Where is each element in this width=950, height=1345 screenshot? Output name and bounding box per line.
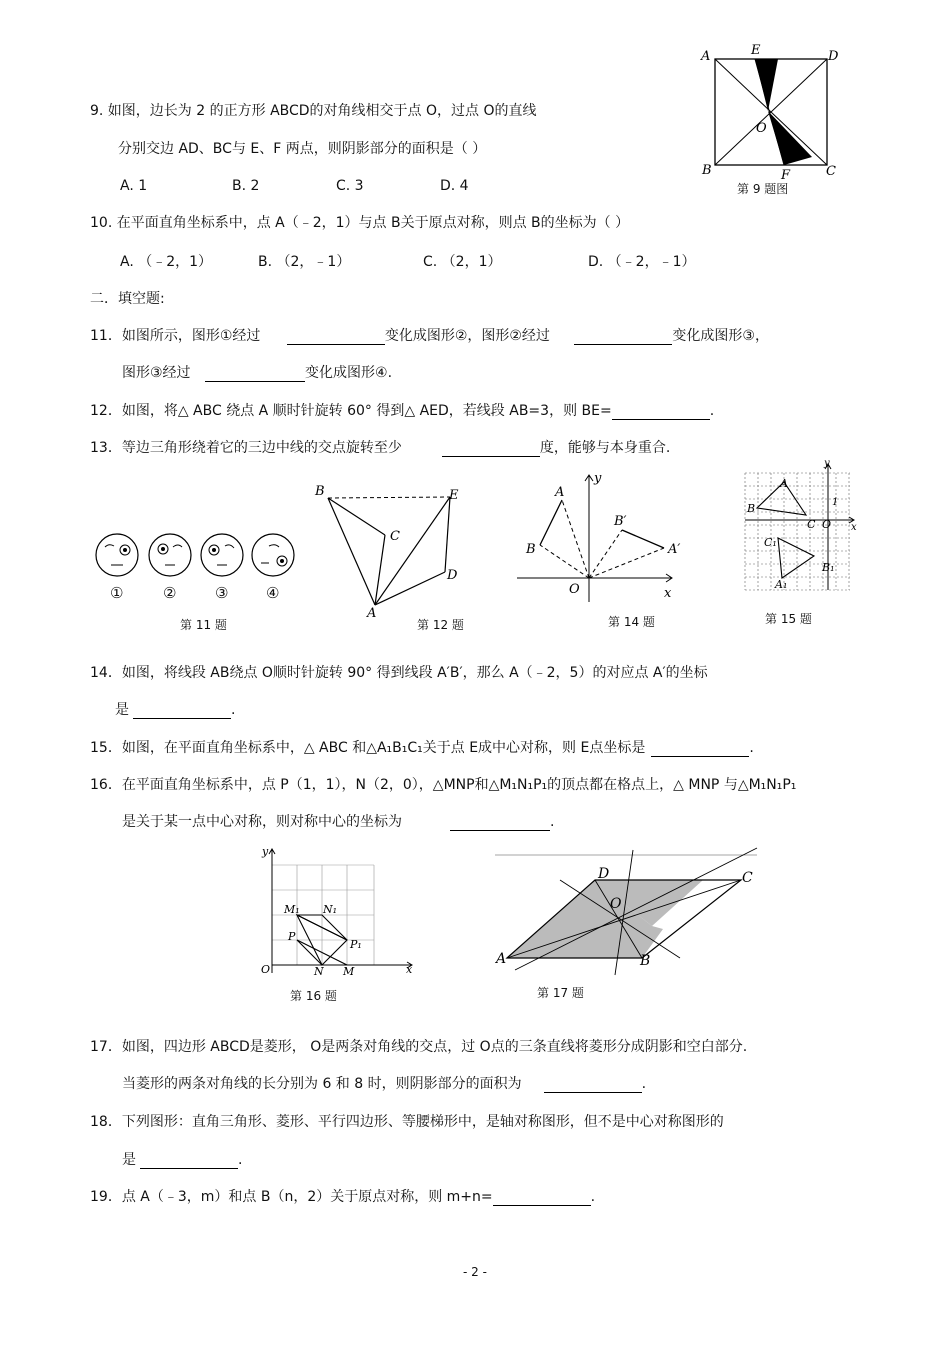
q11-blank1[interactable]	[287, 330, 385, 345]
fig16-label-o: O	[261, 963, 271, 976]
fig16-grid-diagram	[257, 845, 417, 980]
fig15-grid-diagram	[742, 460, 862, 595]
fig16-label-n1: N₁	[323, 903, 338, 916]
q12-blank[interactable]	[612, 405, 710, 420]
q11-blank2[interactable]	[574, 330, 672, 345]
q15-line	[90, 739, 754, 757]
q19-blank[interactable]	[493, 1191, 591, 1206]
q17-line1: 17．如图，四边形 ABCD是菱形， O是两条对角线的交点，过 O点的三条直线将菱形分成阴影和空白部分.	[90, 1039, 748, 1055]
fig15-label-c1: C₁	[764, 536, 777, 549]
q13-blank[interactable]	[442, 442, 540, 457]
fig11-face-1	[96, 534, 138, 576]
fig15-label-c: C	[807, 518, 816, 531]
q12-text: 12．如图，将△ ABC 绕点 A 顺时针旋转 60° 得到△ AED，若线段 AB=3，则 BE=	[90, 403, 612, 419]
fig16-label-m1: M₁	[284, 903, 300, 916]
fig11-face-3	[201, 534, 243, 576]
fig12-label-b: B	[315, 484, 325, 499]
q19-end: .	[590, 1189, 596, 1205]
fig14-label-bprime: B′	[614, 514, 627, 529]
q19-line	[90, 1188, 595, 1206]
fig15-label-one: 1	[832, 497, 839, 508]
fig16-caption: 第 16 题	[290, 989, 337, 1003]
fig15-label-y: y	[824, 458, 830, 469]
fig9-label-f: F	[781, 168, 791, 183]
q14-end: .	[231, 702, 236, 718]
q11-blank3[interactable]	[205, 367, 305, 382]
fig9-label-d: D	[828, 49, 839, 64]
fig15-label-a1: A₁	[775, 578, 788, 591]
fig9-label-a: A	[701, 49, 711, 64]
fig14-label-b: B	[526, 542, 536, 557]
fig11-caption: 第 11 题	[180, 618, 227, 632]
fig9-label-b: B	[702, 163, 712, 178]
q19-text: 19．点 A（﹣3，m）和点 B（n，2）关于原点对称，则 m+n=	[90, 1189, 493, 1205]
fig14-label-y: y	[594, 471, 602, 486]
fig14-label-x: x	[664, 586, 672, 601]
fig17-label-a: A	[496, 951, 507, 967]
fig11-face-2	[149, 534, 191, 576]
fig16-label-p1: P₁	[350, 938, 362, 951]
fig15-label-b1: B₁	[822, 561, 835, 574]
q14-line2	[115, 701, 235, 719]
q11-part3: 变化成图形③，	[672, 328, 769, 344]
fig12-label-e: E	[449, 488, 459, 503]
q9-option-a: A. 1	[120, 178, 148, 194]
fig17-label-o: O	[610, 896, 622, 912]
fig12-label-c: C	[390, 529, 400, 544]
fig11-num-3: ③	[215, 584, 229, 602]
q11-line2	[122, 364, 392, 382]
fig15-label-a: A	[780, 477, 788, 490]
fig15-label-b: B	[747, 502, 756, 515]
q18-end: .	[238, 1152, 243, 1168]
fig12-label-d: D	[447, 568, 458, 583]
fig9-caption: 第 9 题图	[737, 182, 789, 196]
q9-line1: 9. 如图，边长为 2 的正方形 ABCD的对角线相交于点 O，过点 O的直线	[90, 103, 537, 119]
q9-option-b: B. 2	[232, 178, 260, 194]
q14-line1: 14．如图，将线段 AB绕点 O顺时针旋转 90° 得到线段 A′B′，那么 A（﹣2，5）的对应点 A′的坐标	[90, 665, 708, 681]
q11-part4: 图形③经过	[122, 365, 191, 381]
fig12-caption: 第 12 题	[417, 618, 464, 632]
q11-part5: 变化成图形④.	[305, 365, 393, 381]
q10-option-c: C. （2，1）	[423, 254, 502, 270]
fig12-label-a: A	[367, 606, 377, 621]
fig17-label-c: C	[742, 870, 753, 886]
q18-line1: 18．下列图形：直角三角形、菱形、平行四边形、等腰梯形中，是轴对称图形，但不是中心对称图形的	[90, 1114, 724, 1130]
page-number: - 2 -	[463, 1265, 487, 1279]
q16-line1: 16．在平面直角坐标系中，点 P（1，1），N（2，0），△MNP和△M₁N₁P₁的顶点都在格点上，△ MNP 与△M₁N₁P₁	[90, 777, 797, 793]
q15-text: 15．如图，在平面直角坐标系中，△ ABC 和△A₁B₁C₁关于点 E成中心对称，则 E点坐标是	[90, 740, 646, 756]
fig14-label-aprime: A′	[668, 542, 681, 557]
q15-end: .	[749, 740, 754, 756]
q10-line1: 10. 在平面直角坐标系中，点 A（﹣2，1）与点 B关于原点对称，则点 B的坐标为（ ）	[90, 215, 630, 231]
q18-line2	[122, 1151, 242, 1169]
q17-blank[interactable]	[544, 1078, 642, 1093]
fig15-caption: 第 15 题	[765, 612, 812, 626]
fig9-square-diagram	[700, 43, 839, 183]
q10-option-a: A. （﹣2，1）	[120, 254, 213, 270]
q14-blank[interactable]	[133, 704, 231, 719]
fig14-rotation-axes	[512, 470, 687, 610]
fig17-label-b: B	[640, 953, 651, 969]
q10-option-d: D. （﹣2，﹣1）	[588, 254, 696, 270]
fig15-label-x: x	[851, 522, 857, 533]
q16-line2-text: 是关于某一点中心对称，则对称中心的坐标为	[122, 814, 402, 830]
fig12-rotation-diagram	[310, 480, 480, 620]
q11-line1	[90, 327, 769, 345]
fig16-label-x: x	[406, 963, 413, 976]
fig11-num-1: ①	[110, 584, 124, 602]
fig16-label-n: N	[314, 965, 324, 978]
fig17-label-d: D	[598, 866, 610, 882]
q9-option-d: D. 4	[440, 178, 469, 194]
section-fill-in-heading: 二．填空题:	[90, 291, 165, 307]
fig17-rhombus-diagram	[495, 850, 765, 980]
fig14-label-a: A	[555, 485, 565, 500]
q9-line2: 分别交边 AD、BC与 E、F 两点，则阴影部分的面积是（ ）	[118, 141, 487, 157]
fig17-caption: 第 17 题	[537, 986, 584, 1000]
q13-line	[90, 439, 670, 457]
q11-part1: 11．如图所示，图形①经过	[90, 328, 261, 344]
fig9-label-o: O	[756, 121, 767, 136]
fig16-label-y: y	[262, 845, 269, 858]
q13-end: 度，能够与本身重合.	[539, 440, 671, 456]
fig14-label-o: O	[569, 582, 580, 597]
q9-option-c: C. 3	[336, 178, 364, 194]
q18-line2-text: 是	[122, 1152, 136, 1168]
fig16-label-m: M	[343, 965, 355, 978]
q12-line	[90, 402, 714, 420]
q17-line2	[122, 1075, 646, 1093]
q11-part2: 变化成图形②，图形②经过	[384, 328, 550, 344]
q17-end: .	[641, 1076, 647, 1092]
q17-line2-text: 当菱形的两条对角线的长分别为 6 和 8 时，则阴影部分的面积为	[122, 1076, 522, 1092]
q16-end: .	[550, 814, 555, 830]
q16-blank[interactable]	[450, 816, 550, 831]
q16-line2	[122, 813, 554, 831]
fig15-label-o: O	[822, 518, 832, 531]
q12-end: .	[709, 403, 715, 419]
fig11-num-2: ②	[163, 584, 177, 602]
fig9-label-e: E	[751, 43, 761, 58]
q18-blank[interactable]	[140, 1154, 238, 1169]
q14-line2-text: 是	[115, 702, 129, 718]
fig14-caption: 第 14 题	[608, 615, 655, 629]
fig16-label-p: P	[288, 930, 296, 943]
q13-text: 13．等边三角形绕着它的三边中线的交点旋转至少	[90, 440, 402, 456]
q10-option-b: B. （2，﹣1）	[258, 254, 351, 270]
fig11-face-4	[252, 534, 294, 576]
q15-blank[interactable]	[651, 742, 749, 757]
fig11-num-4: ④	[266, 584, 280, 602]
fig9-label-c: C	[826, 164, 836, 179]
